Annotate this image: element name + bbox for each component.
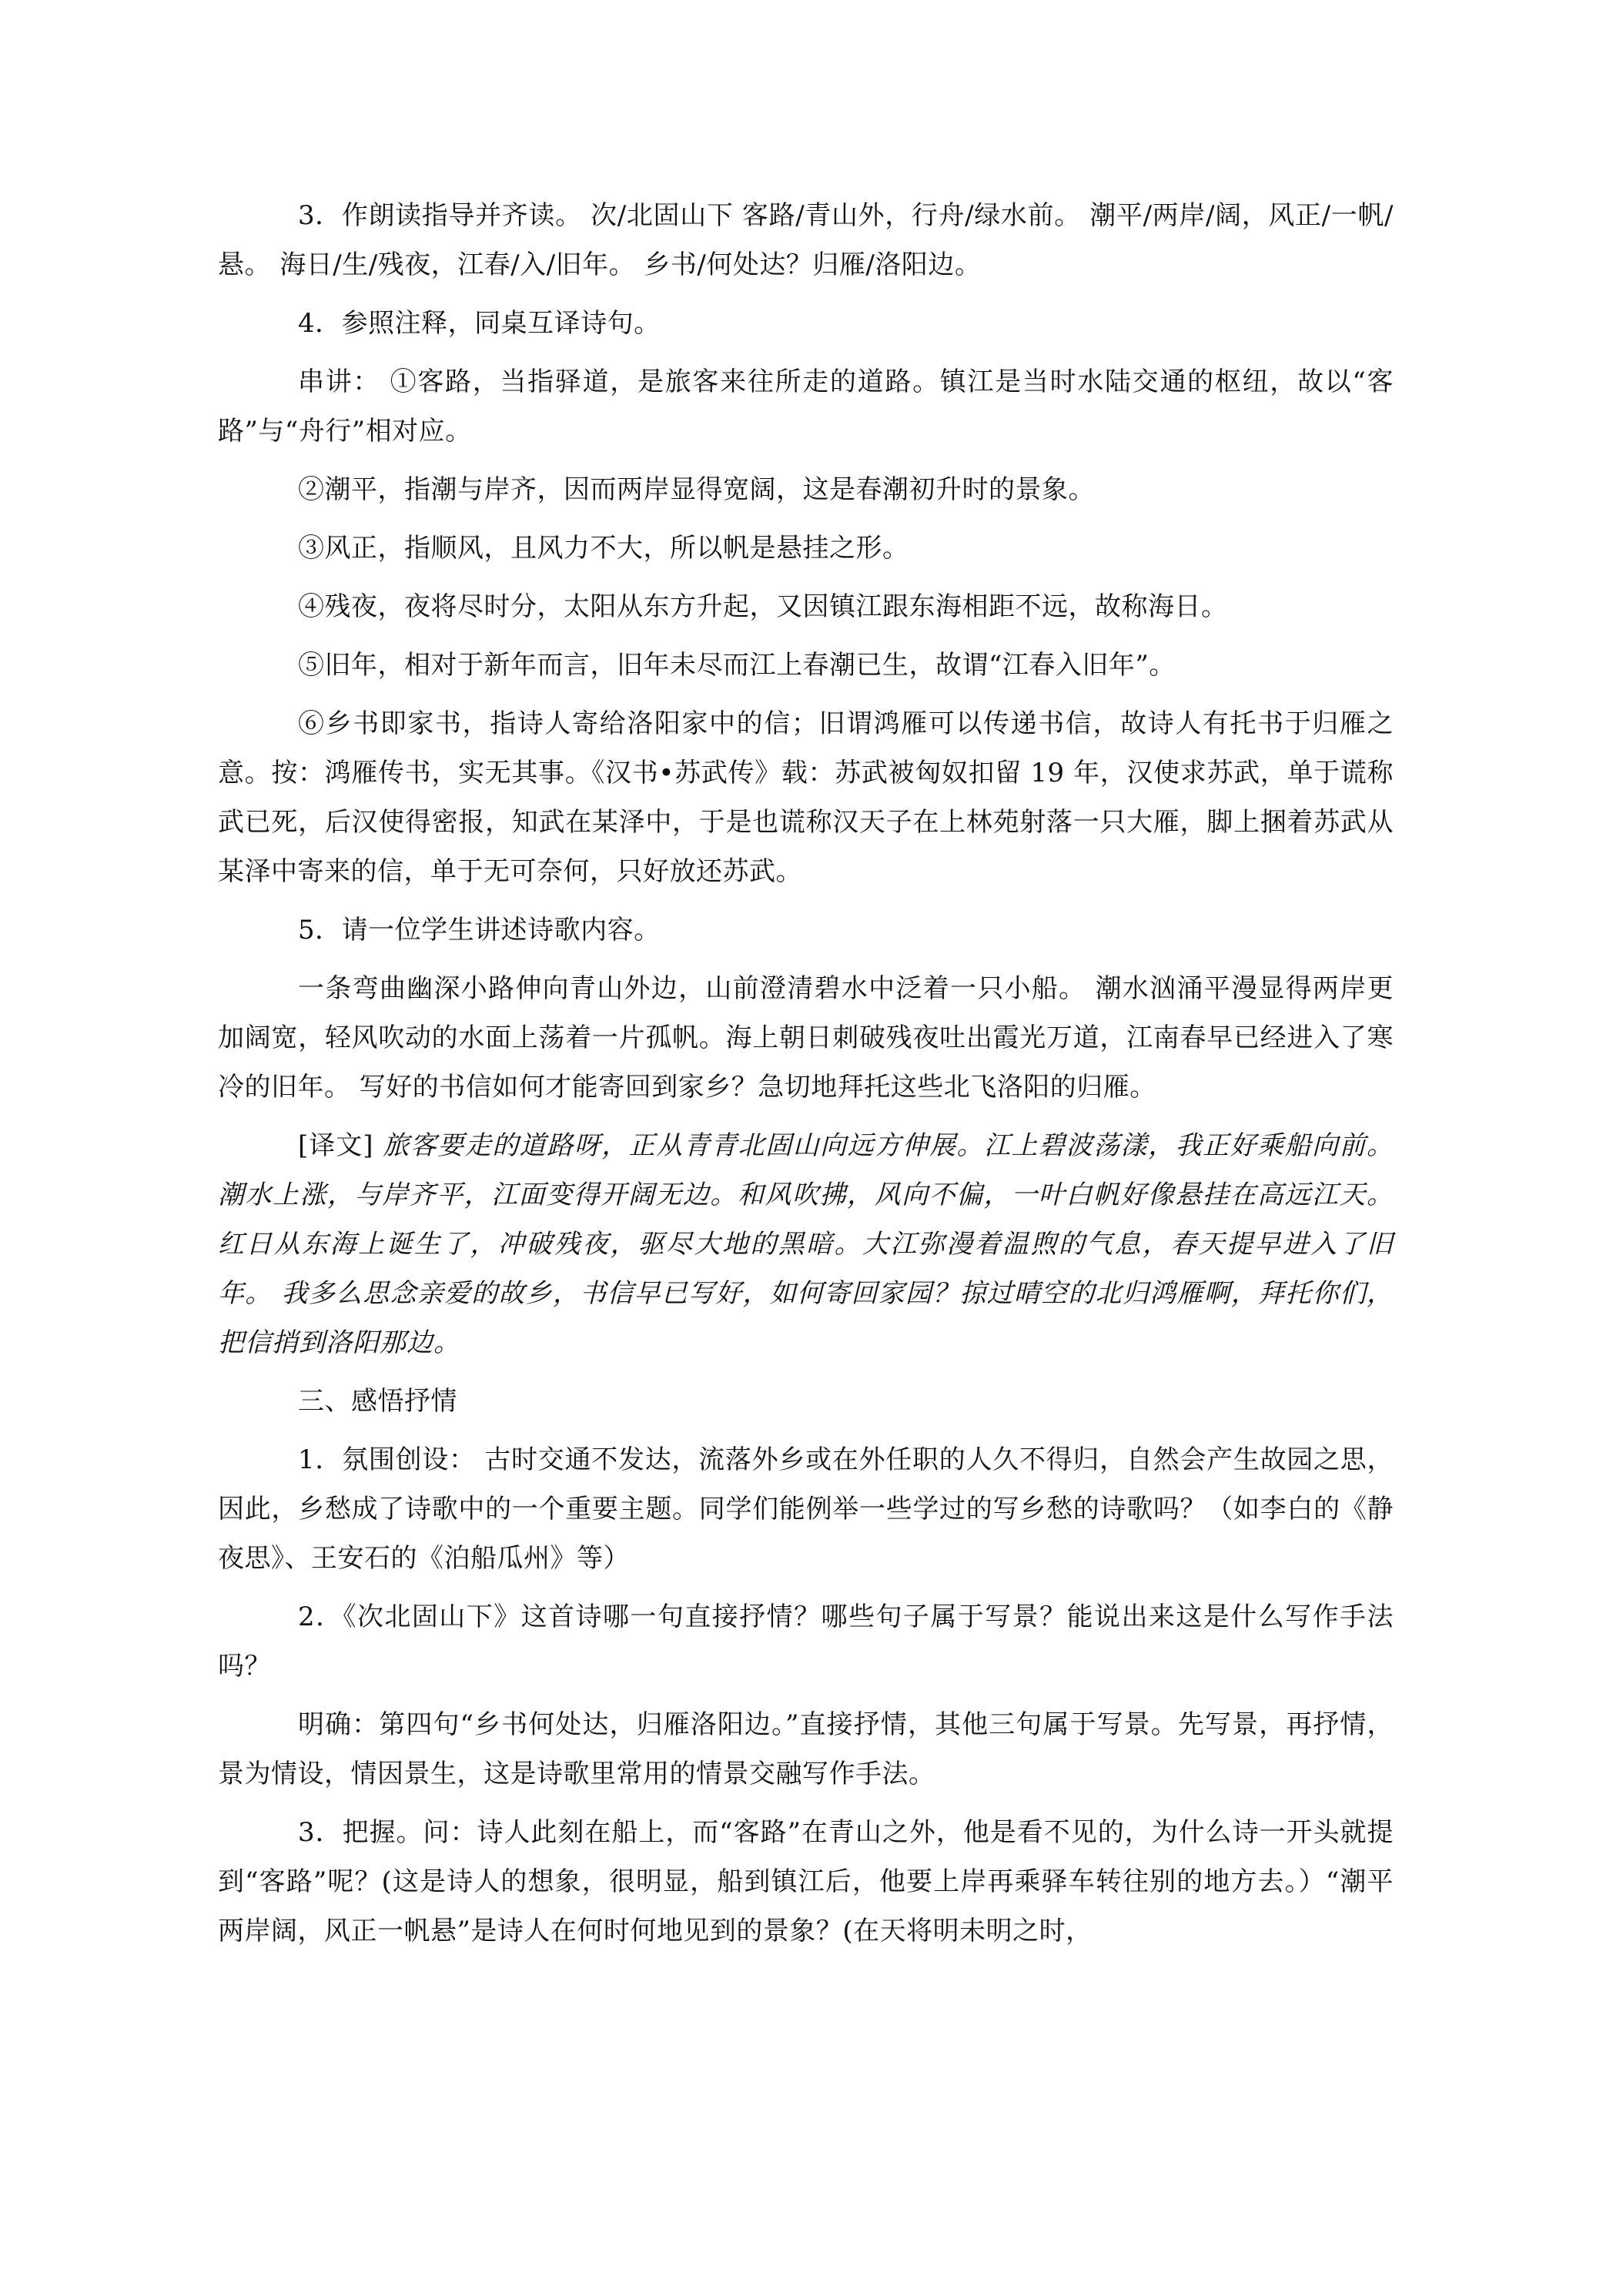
translation-label: [译文]: [298, 1130, 374, 1161]
paragraph-note-3: ③风正，指顺风，且风力不大，所以帆是悬挂之形。: [298, 533, 909, 564]
paragraph-answer-2: 明确：第四句“乡书何处达，归雁洛阳边。”直接抒情，其他三句属于写景。先写景，再抒情，景为情设，情因景生，这是诗歌里常用的情景交融写作手法。: [218, 1709, 1394, 1789]
paragraph-question-2: 2．《次北固山下》这首诗哪一句直接抒情？哪些句子属于写景？能说出来这是什么写作手法吗？: [218, 1602, 1394, 1682]
paragraph-note-4: ④残夜，夜将尽时分，太阳从东方升起，又因镇江跟东海相距不远，故称海日。: [298, 591, 1228, 622]
paragraph-note-6: ⑥乡书即家书，指诗人寄给洛阳家中的信；旧谓鸿雁可以传递书信，故诗人有托书于归雁之意。按：鸿雁传书，实无其事。《汉书•苏武传》载：苏武被匈奴扣留 19 年，汉使求苏武，单于谎称武已死，后汉使得密报，知武在某泽中，于是也谎称汉天子在上林苑射落一只大雁，脚上捆着苏武从某泽中寄来的信，单于无可奈何，只好放还苏武。: [218, 708, 1394, 887]
paragraph-atmosphere: 1．氛围创设： 古时交通不发达，流落外乡或在外任职的人久不得归，自然会产生故园之思，因此，乡愁成了诗歌中的一个重要主题。同学们能例举一些学过的写乡愁的诗歌吗？（如李白的《静夜思》、王安石的《泊船瓜州》等）: [218, 1444, 1394, 1574]
page-body: [218, 191, 1394, 1956]
paragraph-explanation-intro: 串讲： ①客路，当指驿道，是旅客来往所走的道路。镇江是当时水陆交通的枢纽，故以“客路”与“舟行”相对应。: [218, 366, 1394, 447]
paragraph-poem-content: 一条弯曲幽深小路伸向青山外边，山前澄清碧水中泛着一只小船。 潮水汹涌平漫显得两岸更加阔宽，轻风吹动的水面上荡着一片孤帆。海上朝日刺破残夜吐出霞光万道，江南春早已经进入了寒冷的旧年。 写好的书信如何才能寄回到家乡？急切地拜托这些北飞洛阳的归雁。: [218, 973, 1394, 1103]
paragraph-student-task: 5．请一位学生讲述诗歌内容。: [298, 915, 661, 946]
paragraph-translate-task: 4．参照注释，同桌互译诗句。: [298, 308, 661, 339]
paragraph-note-2: ②潮平，指潮与岸齐，因而两岸显得宽阔，这是春潮初升时的景象。: [298, 474, 1095, 505]
translation-text: 旅客要走的道路呀，正从青青北固山向远方伸展。江上碧波荡漾，我正好乘船向前。 潮水上涨，与岸齐平，江面变得开阔无边。和风吹拂，风向不偏，一叶白帆好像悬挂在高远江天。 红日从东海上诞生了，冲破残夜，驱尽大地的黑暗。大江弥漫着温煦的气息，春天提早进入了旧年。 我多么思念亲爱的故乡，书信早已写好，如何寄回家园？掠过晴空的北归鸿雁啊，拜托你们，把信捎到洛阳那边。: [218, 1130, 1394, 1358]
section-heading-emotion: 三、感悟抒情: [298, 1386, 457, 1417]
paragraph-translation: [218, 1121, 1394, 1367]
paragraph-reading-guide: 3．作朗读指导并齐读。 次/北固山下 客路/青山外，行舟/绿水前。 潮平/两岸/阔，风正/一帆/悬。 海日/生/残夜，江春/入/旧年。 乡书/何处达？归雁/洛阳边。: [218, 200, 1394, 280]
paragraph-question-3: 3．把握。问：诗人此刻在船上，而“客路”在青山之外，他是看不见的，为什么诗一开头就提到“客路”呢？(这是诗人的想象，很明显，船到镇江后，他要上岸再乘驿车转往别的地方去。）“潮平两岸阔，风正一帆悬”是诗人在何时何地见到的景象？(在天将明未明之时，: [218, 1817, 1394, 1946]
paragraph-note-5: ⑤旧年，相对于新年而言，旧年未尽而江上春潮已生，故谓“江春入旧年”。: [298, 650, 1176, 681]
